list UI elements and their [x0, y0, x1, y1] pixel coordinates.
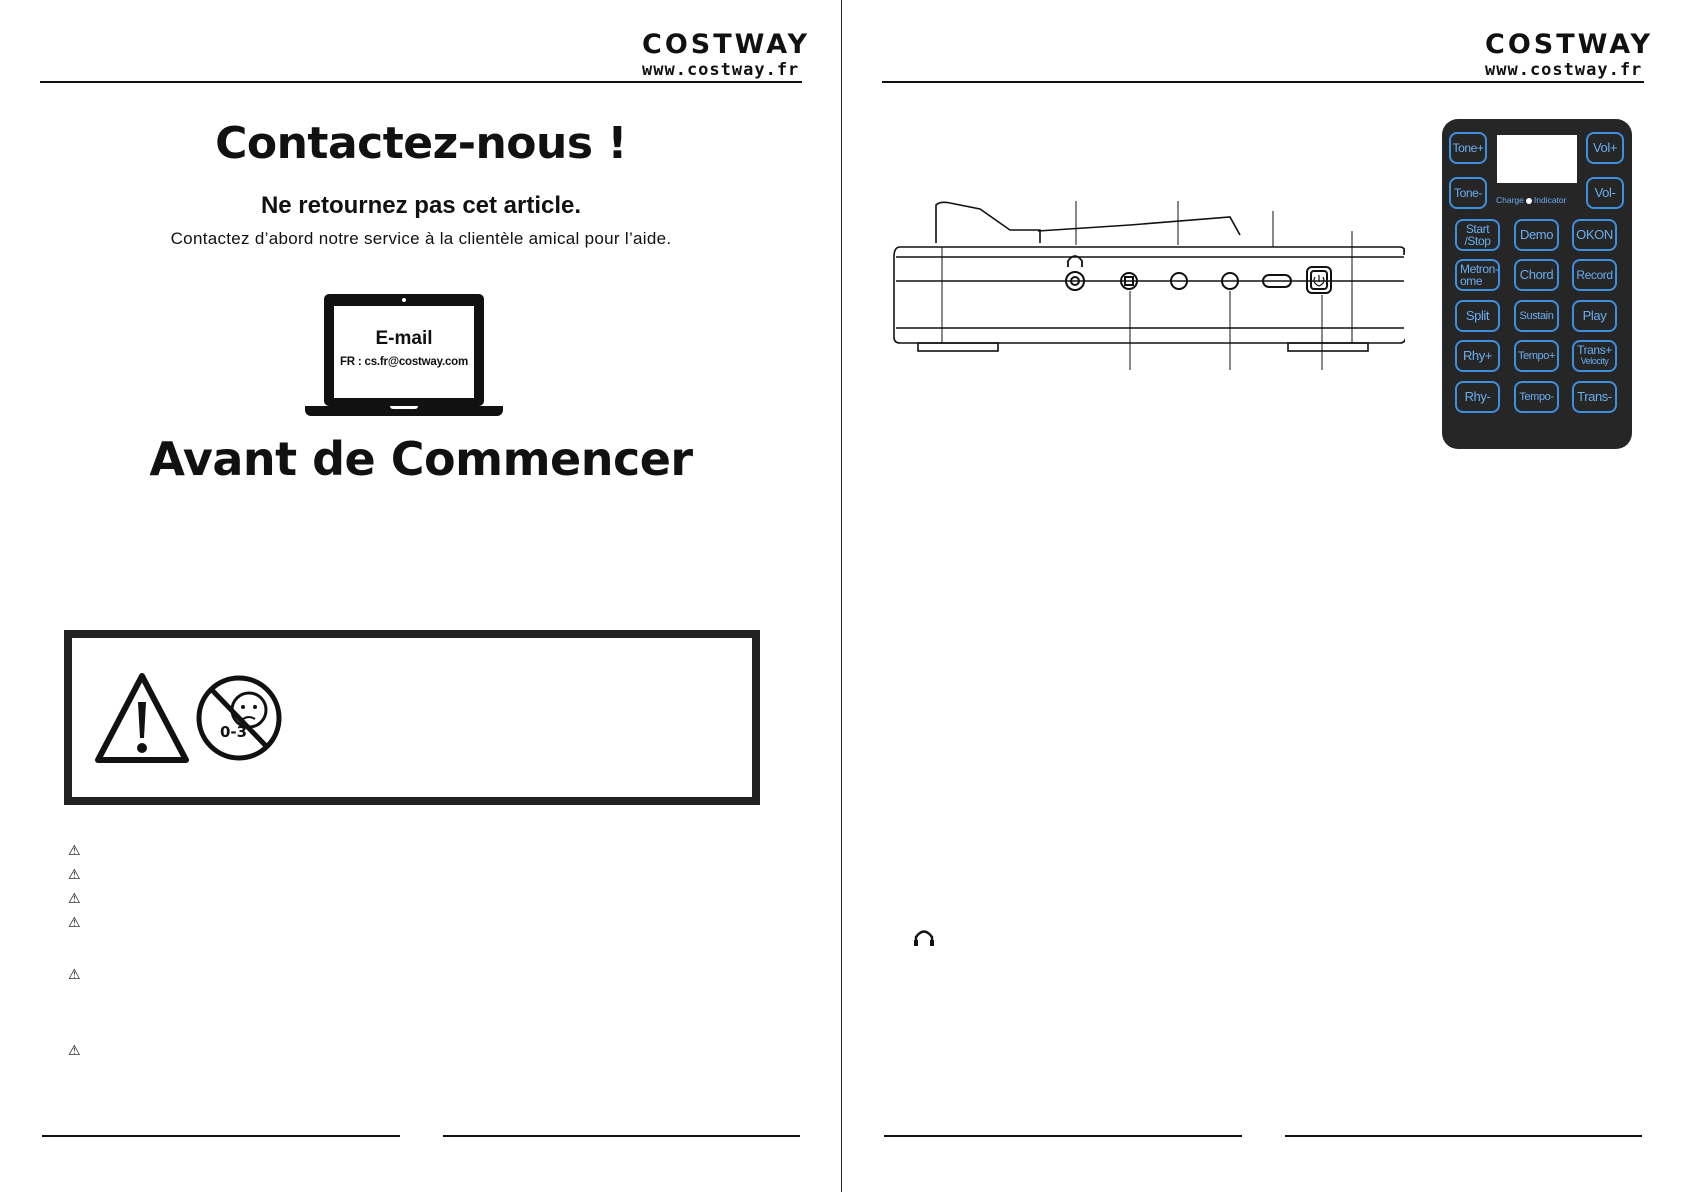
brand-logo [642, 30, 810, 80]
laptop-icon [303, 294, 505, 422]
left-page [0, 0, 842, 1192]
brand-logo [1485, 30, 1653, 80]
warning-box [64, 630, 760, 805]
warning-triangle-icon [98, 676, 186, 760]
split-button[interactable]: Split [1455, 300, 1500, 332]
okon-button[interactable]: OKON [1572, 219, 1617, 251]
play-button[interactable]: Play [1572, 300, 1617, 332]
footer-rule-right [443, 1135, 800, 1137]
trans-plus-velocity-button[interactable]: Trans+ Velocity [1572, 340, 1617, 372]
brand-name: COSTWAY [642, 29, 811, 60]
metronome-button[interactable]: Metron- ome [1455, 259, 1500, 291]
remote-control [1442, 119, 1632, 449]
warning-triangle-icon: ⚠ [68, 1042, 81, 1058]
brand-name: COSTWAY [1485, 29, 1654, 60]
sustain-button[interactable]: Sustain [1514, 300, 1559, 332]
email-address: FR : cs.fr@costway.com [339, 356, 469, 368]
warning-triangle-icon: ⚠ [68, 890, 81, 906]
vol-plus-button[interactable]: Vol+ [1586, 132, 1624, 164]
record-button[interactable]: Record [1572, 259, 1617, 291]
tone-minus-button[interactable]: Tone- [1449, 177, 1487, 209]
warning-icons [94, 668, 284, 778]
chord-button[interactable]: Chord [1514, 259, 1559, 291]
brand-url: www.costway.fr [642, 60, 800, 80]
section-title: Avant de Commencer [149, 432, 693, 486]
rhy-plus-button[interactable]: Rhy+ [1455, 340, 1500, 372]
warning-triangle-icon: ⚠ [68, 842, 81, 858]
warning-triangle-icon: ⚠ [68, 866, 81, 882]
header-rule [882, 81, 1644, 83]
warning-triangle-icon: ⚠ [68, 914, 81, 930]
tone-plus-button[interactable]: Tone+ [1449, 132, 1487, 164]
header-rule [40, 81, 802, 83]
tempo-minus-button[interactable]: Tempo- [1514, 381, 1559, 413]
remote-display [1497, 135, 1577, 183]
demo-button[interactable]: Demo [1514, 219, 1559, 251]
trans-minus-button[interactable]: Trans- [1572, 381, 1617, 413]
no-return-subtitle: Ne retournez pas cet article. [260, 192, 582, 219]
footer-rule-left [884, 1135, 1242, 1137]
no-children-0-3-icon [199, 678, 279, 758]
age-label: 0-3 [220, 723, 248, 741]
footer-rule-left [42, 1135, 400, 1137]
tempo-plus-button[interactable]: Tempo+ [1514, 340, 1559, 372]
keyboard-side-view [890, 195, 1405, 375]
contact-subtext: Contactez d’abord notre service à la clientèle amical pour l’aide. [170, 229, 672, 248]
contact-title: Contactez-nous ! [215, 118, 627, 169]
start-stop-button[interactable]: Start /Stop [1455, 219, 1500, 251]
footer-rule-right [1285, 1135, 1642, 1137]
headphone-icon [912, 926, 936, 948]
vol-minus-button[interactable]: Vol- [1586, 177, 1624, 209]
email-label: E-mail [375, 328, 433, 349]
charge-indicator: Charge Indicator [1496, 195, 1567, 205]
brand-url: www.costway.fr [1485, 60, 1643, 80]
rhy-minus-button[interactable]: Rhy- [1455, 381, 1500, 413]
warning-triangle-icon: ⚠ [68, 966, 81, 982]
